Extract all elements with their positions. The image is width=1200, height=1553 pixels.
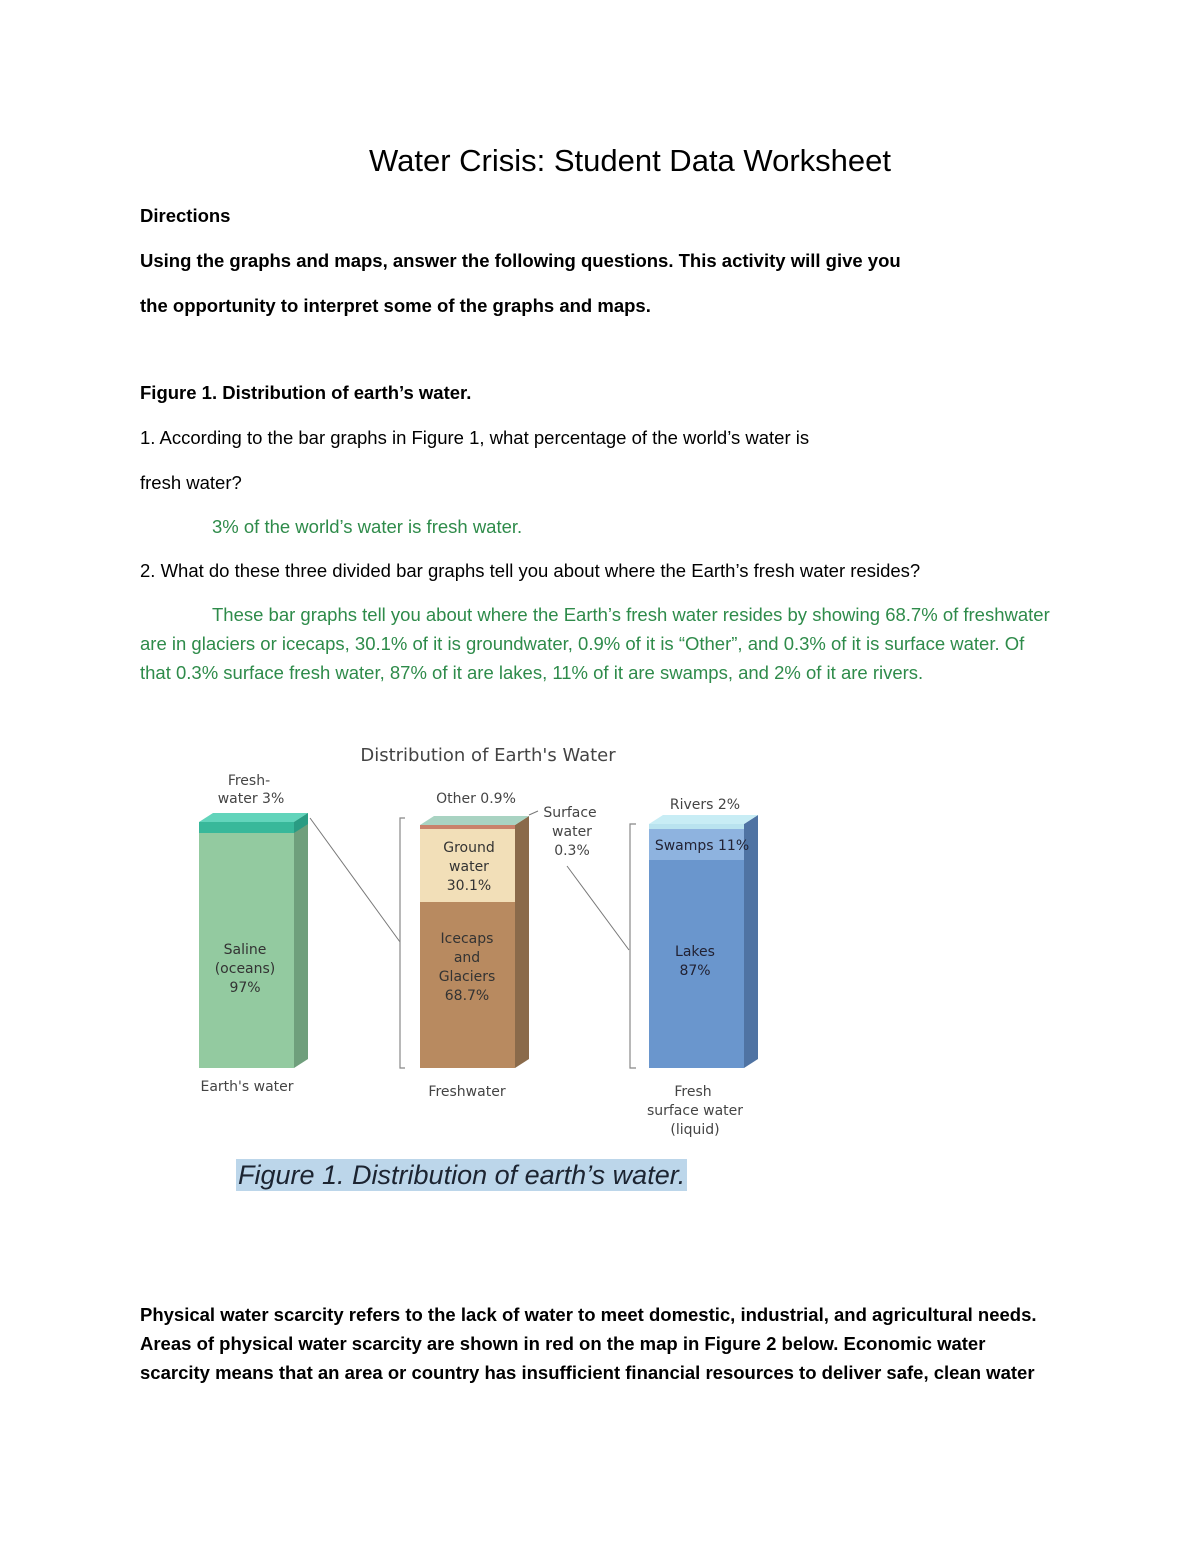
rivers-label: Rivers 2% bbox=[669, 797, 741, 813]
earth-water-bar bbox=[199, 813, 308, 1068]
swamps-label: Swamps 11% bbox=[654, 838, 750, 854]
freshwater-label: Freshwater bbox=[428, 1084, 506, 1100]
scarcity-paragraph: Physical water scarcity refers to the lack of water to meet domestic, industrial, and agricultural needs. Areas of physical water scarcity are shown in red on the map in Figure 2 below. Economic water scarcity means that an area or country has insufficient financial resources to deliver safe, clean water bbox=[140, 1304, 1037, 1383]
saline-label-2: (oceans) bbox=[214, 961, 276, 977]
fresh-water-label-1: Fresh- bbox=[227, 773, 271, 789]
lakes-label-1: Lakes bbox=[675, 944, 715, 960]
ice-label-4: 68.7% bbox=[444, 988, 490, 1004]
fsw-label-3: (liquid) bbox=[670, 1122, 720, 1138]
answer-1: 3% of the world’s water is fresh water. bbox=[212, 516, 523, 537]
figure-1-caption: Figure 1. Distribution of earth’s water. bbox=[238, 1160, 686, 1190]
page-title: Water Crisis: Student Data Worksheet bbox=[368, 143, 892, 178]
icecaps-segment bbox=[420, 902, 515, 1068]
freshwater-top bbox=[199, 813, 308, 822]
saline-label-3: 97% bbox=[229, 980, 261, 996]
figure-1-heading: Figure 1. Distribution of earth’s water. bbox=[140, 382, 472, 403]
ground-label-2: water bbox=[449, 859, 489, 875]
fresh-water-label-2: water 3% bbox=[217, 791, 285, 807]
fsw-label-1: Fresh bbox=[674, 1084, 712, 1100]
ground-label-3: 30.1% bbox=[446, 878, 492, 894]
directions-heading: Directions bbox=[140, 205, 231, 226]
other-segment bbox=[420, 825, 515, 829]
question-2: 2. What do these three divided bar graphs tell you about where the Earth’s fresh water resides? bbox=[140, 560, 921, 581]
earth-water-label: Earth's water bbox=[200, 1079, 294, 1095]
ice-label-3: Glaciers bbox=[438, 969, 496, 985]
fsw-label-2: surface water bbox=[646, 1103, 744, 1119]
question-1-line-1: 1. According to the bar graphs in Figure 1, what percentage of the world’s water is bbox=[140, 427, 810, 448]
directions-line-2: the opportunity to interpret some of the graphs and maps. bbox=[140, 295, 651, 316]
lakes-label-2: 87% bbox=[679, 963, 711, 979]
surface-label-2: water bbox=[552, 824, 592, 840]
chart-title: Distribution of Earth's Water bbox=[360, 745, 616, 766]
question-1-line-2: fresh water? bbox=[140, 472, 242, 493]
surface-label-1: Surface bbox=[543, 805, 597, 821]
freshwater-3-segment bbox=[199, 822, 294, 833]
saline-side bbox=[294, 813, 308, 1068]
other-label: Other 0.9% bbox=[436, 791, 516, 807]
ice-label-1: Icecaps bbox=[440, 931, 494, 947]
surface-label-3: 0.3% bbox=[554, 843, 590, 859]
directions-line-1: Using the graphs and maps, answer the following questions. This activity will give you bbox=[140, 250, 901, 271]
rivers-segment bbox=[649, 824, 744, 829]
ground-label-1: Ground bbox=[443, 840, 495, 856]
answer-2: These bar graphs tell you about where the Earth’s fresh water resides by showing 68.7% of freshwater are in glaciers or icecaps, 30.1% of it is groundwater, 0.9% of it is “Other”, and 0.3% of it is surface water. Of that 0.3% surface fresh water, 87% of it are lakes, 11% of it are swamps, and 2% of it are rivers. bbox=[140, 604, 1050, 683]
surface-water-top bbox=[420, 816, 529, 825]
saline-label-1: Saline bbox=[223, 942, 267, 958]
ice-label-2: and bbox=[453, 950, 481, 966]
rivers-top bbox=[649, 815, 758, 824]
